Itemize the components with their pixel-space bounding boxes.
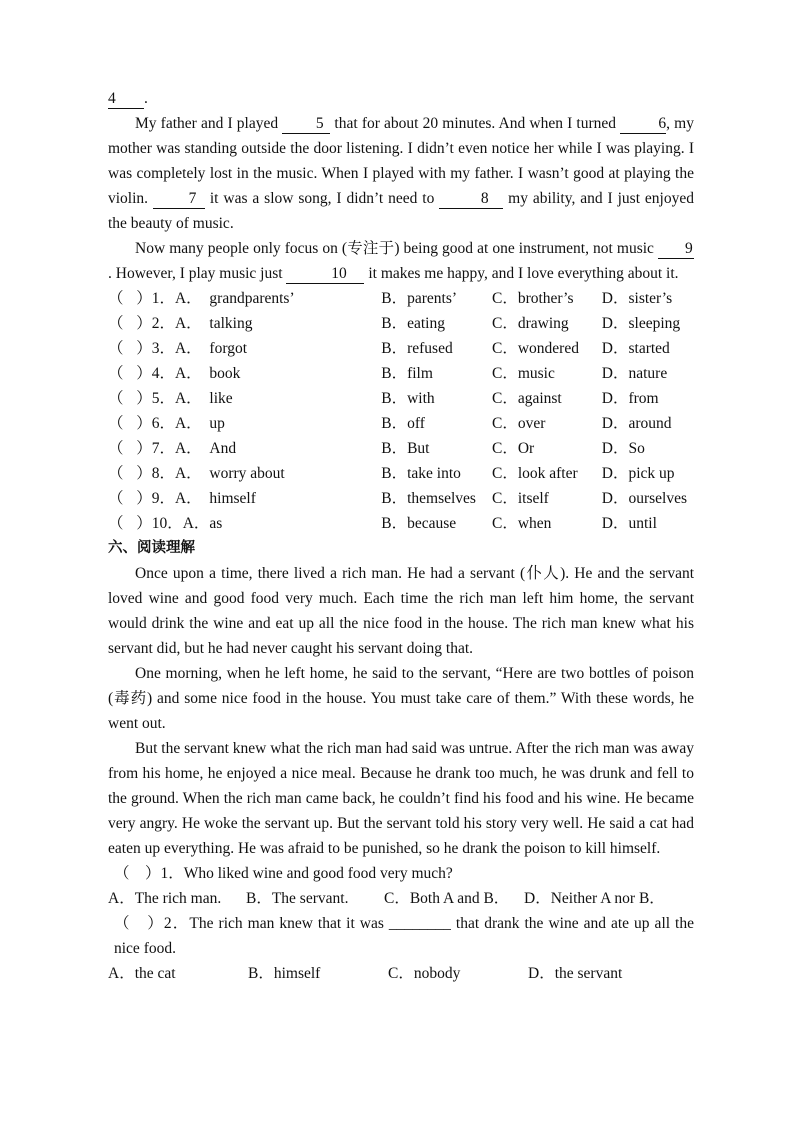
option-c[interactable]: C．Or [492, 440, 535, 457]
option-row [108, 461, 700, 486]
option-d[interactable]: D．started [601, 340, 670, 357]
blank-7: 7 [153, 190, 205, 209]
answer-paren[interactable]: （ [108, 465, 124, 482]
option-c[interactable]: C．music [492, 365, 555, 382]
q2-option-d[interactable]: D．the servant [528, 965, 623, 982]
option-row [108, 311, 700, 336]
reading-paragraph-1: Once upon a time, there lived a rich man. He had a servant (仆人). He and the servant loved wine and good food very much. Each time the rich man left him home, the servant would drink the wine and eat up all the nice food in the house. The rich man knew what his servant did, but he had never caught his servant doing that. [108, 565, 694, 657]
option-b[interactable]: B．film [381, 365, 433, 382]
q1-option-d[interactable]: D．Neither A nor B． [524, 890, 665, 907]
option-row [108, 411, 700, 436]
option-b[interactable]: B．eating [381, 315, 445, 332]
option-b[interactable]: B．But [381, 440, 430, 457]
reading-paragraph-2: One morning, when he left home, he said to the servant, “Here are two bottles of poison (毒药) and some nice food in the house. You must take care of them.” With these words, he went out. [108, 665, 694, 732]
option-c[interactable]: C．brother’s [492, 290, 574, 307]
cloze-paragraph-2: My father and I played 5 that for about 20 minutes. And when I turned 6, my mother was standing outside the door listening. I didn’t even notice her while I was playing. I was completely lost in the music. When I played with my father. I wasn’t good at playing the violin. 7 it was a slow song, I didn’t need to 8 my ability, and I just enjoyed the beauty of music. [108, 115, 694, 232]
option-a[interactable]: worry about [209, 465, 285, 482]
answer-paren[interactable]: （ [108, 515, 124, 532]
blank-5: 5 [282, 115, 330, 134]
option-a[interactable]: himself [209, 490, 256, 507]
option-row [108, 511, 700, 536]
answer-paren[interactable]: （ [108, 290, 124, 307]
answer-paren[interactable]: （ [108, 340, 124, 357]
question-number: ）4．A． [136, 365, 202, 382]
option-d[interactable]: D．nature [601, 365, 668, 382]
option-row [108, 361, 700, 386]
option-a[interactable]: grandparents’ [209, 290, 295, 307]
blank-10: 10 [286, 265, 364, 284]
option-c[interactable]: C．drawing [492, 315, 569, 332]
option-c[interactable]: C．against [492, 390, 562, 407]
question-number: ）3．A． [136, 340, 202, 357]
option-a[interactable]: forgot [209, 340, 248, 357]
option-d[interactable]: D．sister’s [601, 290, 673, 307]
answer-paren[interactable]: （ [108, 390, 124, 407]
option-d[interactable]: D．around [601, 415, 672, 432]
option-b[interactable]: B．themselves [381, 490, 476, 507]
cloze-line-4: 4 . [108, 90, 148, 107]
option-a[interactable]: as [209, 515, 223, 532]
option-row [108, 486, 700, 511]
option-b[interactable]: B．parents’ [381, 290, 458, 307]
option-c[interactable]: C．over [492, 415, 546, 432]
q1-option-a[interactable]: A．The rich man. [108, 890, 222, 907]
option-c[interactable]: C．wondered [492, 340, 579, 357]
blank-6: 6 [620, 115, 666, 134]
cloze-options-table [108, 286, 700, 536]
option-row [108, 286, 700, 311]
option-d[interactable]: D．pick up [601, 465, 675, 482]
option-b[interactable]: B．take into [381, 465, 461, 482]
blank-4: 4 [108, 90, 144, 109]
q1-option-c[interactable]: C．Both A and B． [384, 890, 510, 907]
q2-option-a[interactable]: A．the cat [108, 965, 176, 982]
q2-option-b[interactable]: B．himself [248, 965, 321, 982]
cloze-paragraph-3: Now many people only focus on (专注于) being good at one instrument, not music 9. However, I play music just 10 it makes me happy, and I love everything about it. [108, 240, 693, 282]
option-row [108, 336, 700, 361]
option-b[interactable]: B．with [381, 390, 435, 407]
answer-paren[interactable]: （ [108, 315, 124, 332]
q1-option-b[interactable]: B．The servant. [246, 890, 349, 907]
option-d[interactable]: D．until [601, 515, 657, 532]
option-d[interactable]: D．sleeping [601, 315, 681, 332]
option-b[interactable]: B．refused [381, 340, 453, 357]
q2-option-c[interactable]: C．nobody [388, 965, 461, 982]
option-row [108, 436, 700, 461]
question-2: （ ）2．The rich man knew that it was ________ that drank the wine and ate up all the nice food. [114, 915, 694, 957]
question-number: ）2．A． [136, 315, 202, 332]
question-number: ）7．A． [136, 440, 202, 457]
question-1: （ ）1．Who liked wine and good food very much? [114, 865, 453, 882]
question-number: ）1．A． [136, 290, 202, 307]
reading-paragraph-3: But the servant knew what the rich man had said was untrue. After the rich man was away from his home, he enjoyed a nice meal. Because he drank too much, he was drunk and fell to the ground. When the rich man came back, he couldn’t find his food and his wine. He became very angry. He woke the servant up. But the servant told his story very well. He said a cat had eaten up everything. He was afraid to be punished, so he drank the poison to kill himself. [108, 740, 694, 857]
option-a[interactable]: And [209, 440, 237, 457]
option-d[interactable]: D．ourselves [601, 490, 688, 507]
answer-paren[interactable]: （ [108, 490, 124, 507]
question-number: ）10．A． [136, 515, 210, 532]
option-b[interactable]: B．off [381, 415, 425, 432]
section-title: 六、阅读理解 [108, 540, 195, 556]
question-number: ）8．A． [136, 465, 202, 482]
question-1-options [108, 886, 694, 911]
option-a[interactable]: up [209, 415, 225, 432]
option-b[interactable]: B．because [381, 515, 457, 532]
exam-page [108, 86, 694, 986]
question-number: ）6．A． [136, 415, 202, 432]
option-c[interactable]: C．itself [492, 490, 549, 507]
question-2-options [108, 961, 694, 986]
answer-paren[interactable]: （ [108, 365, 124, 382]
blank-8: 8 [439, 190, 503, 209]
blank-9: 9 [658, 240, 694, 259]
option-row [108, 386, 700, 411]
question-number: ）9．A． [136, 490, 202, 507]
option-d[interactable]: D．from [601, 390, 659, 407]
answer-paren[interactable]: （ [108, 415, 124, 432]
question-number: ）5．A． [136, 390, 202, 407]
answer-paren[interactable]: （ [108, 440, 124, 457]
option-a[interactable]: like [209, 390, 233, 407]
option-a[interactable]: book [209, 365, 241, 382]
option-c[interactable]: C．when [492, 515, 552, 532]
option-c[interactable]: C．look after [492, 465, 578, 482]
option-a[interactable]: talking [209, 315, 253, 332]
option-d[interactable]: D．So [601, 440, 645, 457]
